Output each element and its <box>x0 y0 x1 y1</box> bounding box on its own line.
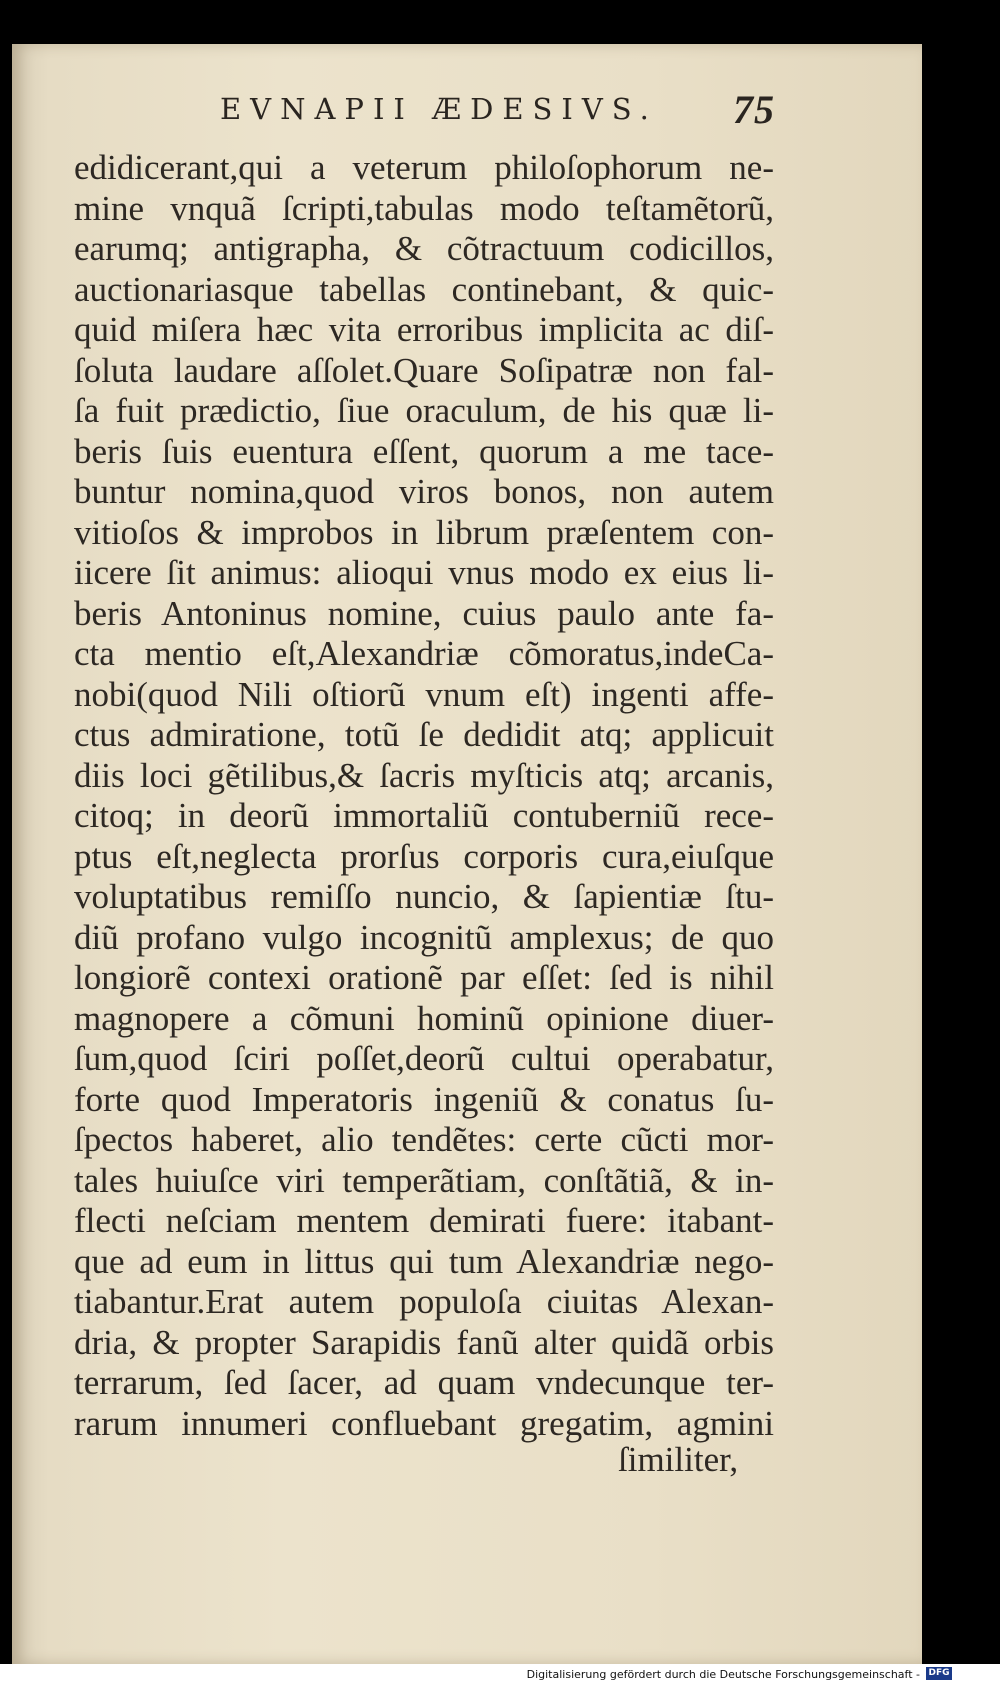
text-line: forte quod Imperatoris ingeniũ & conatus ſu- <box>74 1079 774 1119</box>
text-line: terrarum, ſed ſacer, ad quam vndecunque ter- <box>74 1363 774 1402</box>
text-line: tiabantur.Erat autem populoſa ciuitas Alexan- <box>74 1282 774 1321</box>
text-line: citoq; in deorũ immortaliũ contuberniũ rece- <box>74 796 774 835</box>
text-line: voluptatibus remiſſo nuncio, & ſapientiæ ſtu- <box>74 877 774 916</box>
text-line: quid miſera hæc vita erroribus implicita ac diſ- <box>74 310 774 349</box>
text-line: vitioſos & improbos in librum præſentem con- <box>74 512 774 552</box>
catchword: ſimiliter, <box>618 1440 739 1479</box>
text-line: flecti neſciam mentem demirati fuere: itabant- <box>74 1201 774 1240</box>
digitization-credit: Digitalisierung gefördert durch die Deutsche Forschungsgemeinschaft - <box>526 1668 920 1681</box>
text-line: ctus admiratione, totũ ſe dedidit atq; applicuit <box>74 715 774 754</box>
text-line: cta mentio eſt,Alexandriæ cõmoratus,indeCa- <box>74 634 774 673</box>
text-line: magnopere a cõmuni hominũ opinione diuer- <box>74 998 774 1038</box>
page-number: 75 <box>733 87 775 132</box>
text-line: beris ſuis euentura eſſent, quorum a me tace- <box>74 431 774 471</box>
dfg-logo: DFG <box>926 1667 952 1680</box>
text-line: que ad eum in littus qui tum Alexandriæ nego- <box>74 1241 774 1281</box>
text-line: earumq; antigrapha, & cõtractuum codicillos, <box>74 229 774 268</box>
text-line: edidicerant,qui a veterum philoſophorum ne- <box>74 148 774 187</box>
text-line: auctionariasque tabellas continebant, & quic- <box>74 269 774 309</box>
text-line: ſa fuit prædictio, ſiue oraculum, de his quæ li- <box>74 391 774 430</box>
text-line: ſpectos haberet, alio tendẽtes: certe cũcti mor- <box>74 1120 774 1159</box>
text-line: ſoluta laudare aſſolet.Quare Soſipatræ non fal- <box>74 350 774 390</box>
text-line: beris Antoninus nomine, cuius paulo ante fa- <box>74 593 774 633</box>
text-line: dria, & propter Sarapidis fanũ alter quidã orbis <box>74 1322 774 1362</box>
text-line: diis loci gẽtilibus,& ſacris myſticis atq; arcanis, <box>74 755 774 795</box>
text-line: diũ profano vulgo incognitũ amplexus; de quo <box>74 917 774 957</box>
text-line: iicere ſit animus: alioqui vnus modo ex eius li- <box>74 553 774 592</box>
text-line: ptus eſt,neglecta prorſus corporis cura,eiuſque <box>74 836 774 876</box>
text-line: tales huiuſce viri temperãtiam, conſtãtiã, & in- <box>74 1160 774 1200</box>
text-line: buntur nomina,quod viros bonos, non autem <box>74 472 774 511</box>
text-line: longiorẽ contexi orationẽ par eſſet: ſed is nihil <box>74 958 774 997</box>
body-text <box>74 148 774 1444</box>
running-head: EVNAPII ÆDESIVS. <box>220 92 658 126</box>
text-line: mine vnquã ſcripti,tabulas modo teſtamẽtorũ, <box>74 188 774 228</box>
text-line: rarum innumeri confluebant gregatim, agmini <box>74 1403 774 1443</box>
text-line: nobi(quod Nili oſtiorũ vnum eſt) ingenti affe- <box>74 674 774 714</box>
text-line: ſum,quod ſciri poſſet,deorũ cultui operabatur, <box>74 1039 774 1078</box>
